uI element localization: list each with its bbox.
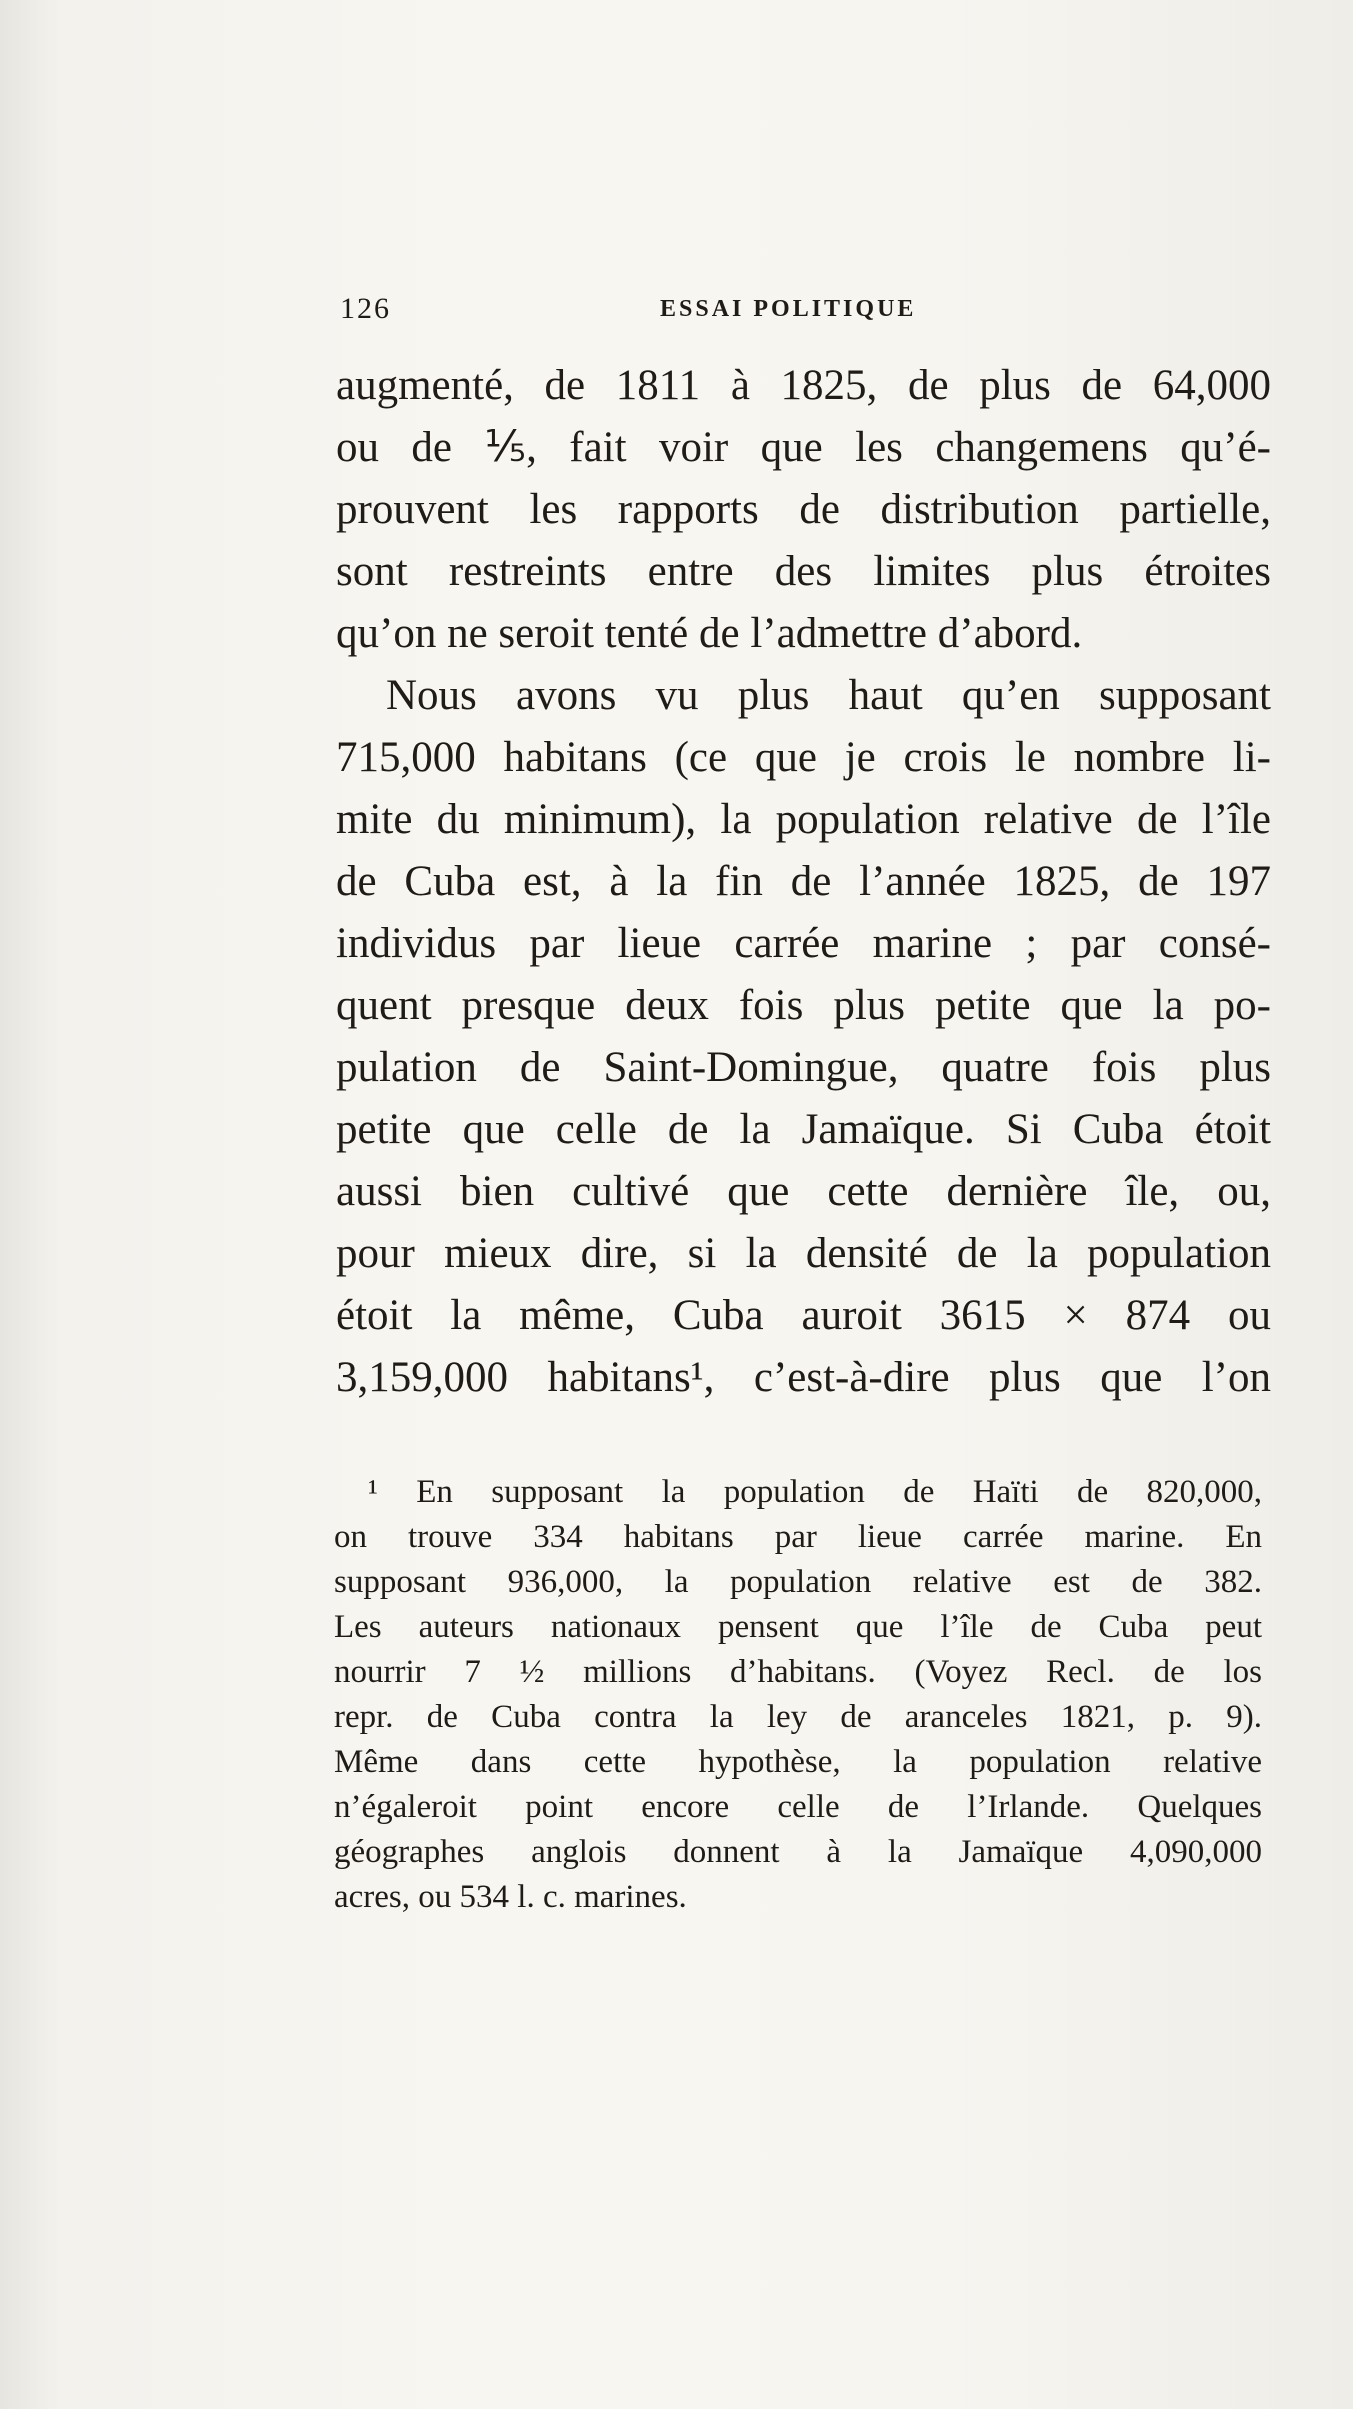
body-line: individus par lieue carrée marine ; par consé- — [336, 920, 1271, 967]
body-line: 715,000 habitans (ce que je crois le nombre li- — [336, 734, 1271, 781]
body-line: qu’on ne seroit tenté de l’admettre d’abord. — [336, 610, 1083, 657]
body-line: petite que celle de la Jamaïque. Si Cuba étoit — [336, 1106, 1271, 1153]
body-line: quent presque deux fois plus petite que la po- — [336, 982, 1271, 1029]
body-line: Nous avons vu plus haut qu’en supposant — [386, 672, 1271, 719]
body-line: pulation de Saint-Domingue, quatre fois plus — [336, 1044, 1271, 1091]
body-line: étoit la même, Cuba auroit 3615 × 874 ou — [336, 1292, 1271, 1339]
footnote-line: Même dans cette hypothèse, la population relative — [334, 1744, 1262, 1780]
body-line: mite du minimum), la population relative de l’île — [336, 796, 1271, 843]
footnote-line: on trouve 334 habitans par lieue carrée marine. En — [334, 1519, 1262, 1555]
footnote-line: Les auteurs nationaux pensent que l’île de Cuba peut — [334, 1609, 1262, 1645]
page-number: 126 — [340, 292, 391, 325]
body-line: ou de ⅕, fait voir que les changemens qu’é- — [336, 424, 1271, 471]
footnote-line: acres, ou 534 l. c. marines. — [334, 1879, 687, 1915]
footnote-line: n’égaleroit point encore celle de l’Irlande. Quelques — [334, 1789, 1262, 1825]
footnote-line: supposant 936,000, la population relative est de 382. — [334, 1564, 1262, 1600]
footnote-line: ¹ En supposant la population de Haïti de 820,000, — [368, 1474, 1262, 1510]
footnote-line: repr. de Cuba contra la ley de aranceles 1821, p. 9). — [334, 1699, 1262, 1735]
footnotes — [334, 1470, 1262, 1920]
body-text — [336, 355, 1271, 1409]
body-line: aussi bien cultivé que cette dernière île, ou, — [336, 1168, 1271, 1215]
body-line: pour mieux dire, si la densité de la population — [336, 1230, 1271, 1277]
body-line: prouvent les rapports de distribution partielle, — [336, 486, 1271, 533]
running-head: ESSAI POLITIQUE — [660, 296, 917, 322]
body-line: augmenté, de 1811 à 1825, de plus de 64,000 — [336, 362, 1271, 409]
footnote-line: géographes anglois donnent à la Jamaïque 4,090,000 — [334, 1834, 1262, 1870]
footnote-line: nourrir 7 ½ millions d’habitans. (Voyez Recl. de los — [334, 1654, 1262, 1690]
page-header — [340, 292, 1260, 332]
body-line: sont restreints entre des limites plus étroites — [336, 548, 1271, 595]
body-line: 3,159,000 habitans¹, c’est-à-dire plus que l’on — [336, 1354, 1271, 1401]
body-line: de Cuba est, à la fin de l’année 1825, de 197 — [336, 858, 1271, 905]
